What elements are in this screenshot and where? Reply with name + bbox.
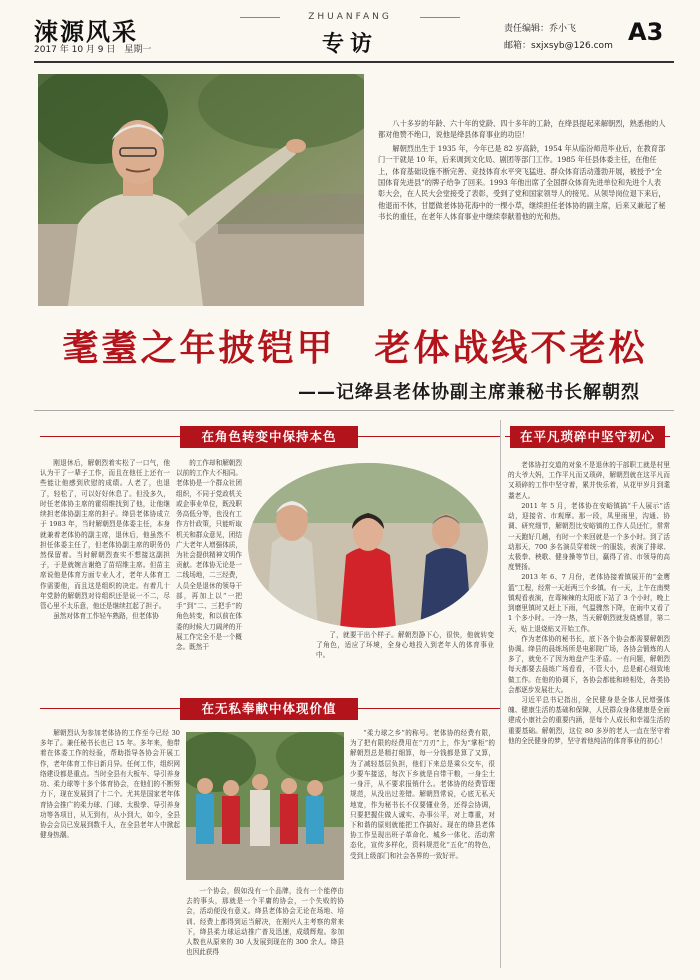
section-2-column (508, 460, 670, 965)
section-3-column-2 (186, 886, 344, 968)
section-3-heading: 在无私奉献中体现价值 (180, 698, 358, 720)
section-1-column-1 (40, 458, 170, 683)
masthead-divider (34, 61, 674, 63)
section-2-text-1: 老体协打交道的对象不是退休的干部职工就是村里的大爷大妈，工作平凡而又琐碎，解朝烈就在这平凡而又琐碎的工作中坚守着，累并快乐着，从花甲岁月到耄耋老人。 (508, 461, 670, 500)
section-name-en: ZHUANFANG (308, 12, 392, 22)
portrait-illustration (38, 74, 364, 306)
section-1-heading: 在角色转变中保持本色 (180, 426, 358, 448)
interview-group-photo (248, 463, 488, 628)
headline-divider (34, 410, 674, 411)
section-3-column-1 (40, 728, 180, 968)
column-divider (500, 420, 501, 968)
section-3-text-a: 解朝烈认为参加老体协的工作至今已经 30 多年了。兼任秘书长也已 15 年。多年来，他带着在体委工作的经验，帮助指导各协会开展工作，老年体育工作日新月异。任何工作，组织网络建设都是重点。当时全县有大板车、导引养身功、柔力球等十多个体育协会，在他们的不断努力下，现在发展到了十二个。尤其是国家老年体育协会推广的柔力球、门球、太极拳、导引养身功等各项目，从无到有，从小到大，如今，全县协会会员已发展到数千人，在全县老年人中掀起健身热潮。 (40, 729, 180, 840)
section-1-text-d: 了，就要干出个样子。解朝烈静下心，很快，他就转变了角色，适应了环境，全身心地投入到老年人的体育事业中。 (316, 631, 494, 660)
section-1-text-b: 虽然对体育工作轻车熟路，但老体协 (53, 612, 159, 621)
section-2-text-5: 习近平总书记指出，全民健身是全体人民增强体魄、健康生活的基础和保障，人民群众身体健康是全面建成小康社会的重要内涵，是每个人成长和幸福生活的重要基础。解朝烈，这位 80 多岁的老人一直在坚守着他的全民健身的梦，坚守着他纯洁的体育事业的初心！ (508, 696, 670, 745)
newspaper-title: 涑源风采 (34, 17, 138, 46)
exercise-illustration (186, 732, 344, 880)
exercise-group-photo (186, 732, 344, 880)
section-1-column-3 (316, 630, 494, 682)
issue-date: 2017 年 10 月 9 日 星期一 (34, 45, 152, 55)
section-3-column-3 (350, 728, 495, 968)
subtitle: ——记绛县老体协副主席兼秘书长解朝烈 (298, 382, 640, 403)
headline: 耄耋之年披铠甲 老体战线不老松 (62, 328, 648, 369)
section-2-heading: 在平凡琐碎中坚守初心 (510, 426, 665, 448)
section-2-text-4: 作为老体协的秘书长，底下各个协会都需要解朝烈协调。绛县的晨练场所是电影院广场，各协会锻炼的人多了，就免不了因为地盘产生矛盾。一有问题，解朝烈每天都要去晨练广场看看，不管大小，总是耐心细致地做工作。在他的协调下，各协会都能和睦相处，各类协会都逐步发展壮大。 (508, 634, 670, 694)
group-illustration (248, 463, 488, 628)
intro-paragraph-2: 解朝烈出生于 1935 年，今年已是 82 岁高龄，1954 年从临汾师范毕业后，在教育部门一干就是 10 年，后来调到文化局、剧团等部门工作。1985 年任县体委主任，在他任上，体育基础设施不断完善、竞技体育水平突飞猛进、群众体育活动蓬勃开展，被授予“全国体育先进县”的牌子给争了回来。1993 年他出席了全国群众体育先进单位和先进个人表彰大会，在人民大会堂接受了表彰，受到了党和国家领导人的接见。从领导岗位退下来后，他退而不休，甘愿做老体协花海中的一棵小草，继续担任老体协的副主席，后来又兼起了秘书长的重任，在老年人体育事业中继续奉献着他的光和热。 (378, 143, 666, 221)
section-3-text-b: 一个协会，假如没有一个品牌，没有一个能停由去的事头，那就是一个平庸的协会，一个失败的协会，活动便没有意义。绛县老体协会无论在场地、培训、经费上都得到运当解决，在刚兴人主考察的常来下，绛县柔力球运动推广普及迅速，成绩辉煌。参加人数也从原来的 30 人发展到现在的 300 余人。绛县也因此获得 (186, 887, 344, 957)
section-3-text-c: “柔力球之乡”的称号。老体协的经费有限，为了把有限的经费用在“刀刃”上，作为“掌柜”的解朝烈总是精打细算，每一分钱都是算了又算，为了减轻基层负担，他们下来总是乘公交车，很少要车接送，每次下乡就是自带干粮，一身尘土一身汗，从不要求报销什么。老体协的经费管理规范，从没出过差错。解朝烈常说，心底无私天地宽，作为秘书长不仅要懂业务，还得会协调，只要把握住做人诚实、办事公平，对上尊重，对下和谐的原则就能把工作搞好。现在的绛县老体协工作呈现出班子革命化、城乡一体化、活动常态化，宣传多样化，资料规范化“五化”的特色，受到上级部门和社会各界的一致好评。 (350, 729, 495, 860)
page-number: A3 (628, 18, 664, 46)
intro-paragraph-1: 八十多岁的年龄、六十年的党龄、四十多年的工龄，在绛县提起来解朝烈，熟悉他的人都对他赞不绝口，说他是绛县体育事业的功臣！ (378, 119, 666, 140)
section-1-text-a: 刚退休后，解朝烈着实松了一口气，他认为干了一辈子工作，而且在他任上还有一些能让他感到欣慰的成绩。人老了，也退了，轻松了，可以好好休息了。但没多久，时任老体协主席的霍绍维找到了他，让他继续担老体协副主席的担子。绛县老体协成立于 1983 年，当时解朝烈是体委主任，本身就兼着老体协的副主席，退休后，他虽然不担任体委主任了，但老体协副主席的职务仍然保留着。当时解朝烈查实不想接这副担子，于是就婉言谢绝了苗绍维主席。但苗主席说他是体育方面专业人才，老年人体育工作需要他，而且这是组织的决定。有着几十年党龄的解朝烈对待组织还是说一不二，尽管心里不太乐意，他还是继续扛起了担子。 (40, 459, 170, 611)
article-intro (378, 118, 668, 224)
section-1-text-c: 的工作却和解朝烈以前的工作大不相同。老体协是一个群众社团组织，不同于党政机关或企事业单位，既没职务高低分等，也没有工作方针政策，只能听取机关和群众意见，团结广大老年人增强体质，为社会提供精神文明作贡献。老体协无论是一二线场地，二三经费，人员全是退休的领导干部，再加上以“一把手”到“二、三把手”的角色转变，和以前在体委的时候大刀阔斧的开展工作完全不是一个概念。既然干 (176, 459, 242, 651)
section-2-text-2: 2011 年 5 月，老体协在安峪镇搞“千人展示”活动，迎接省、市观摩。那一段，凤里雨里，沟通、协调、研究细节，解朝烈比安峪镇的工作人员还忙，常常一天跑好几趟，有时一个来回就是一个多小时。到了活动那天，700 多名演员穿着统一的服装，表演了排球、太极拳、秧歌、健身操等节目，赢得了省、市领导的高度赞扬。 (508, 501, 670, 572)
section-name-zh: 专访 (321, 31, 378, 57)
masthead (0, 0, 700, 62)
section-2-text-3: 2013 年 6、7 月份，老体协接着镇展开的“金鹰篮”工程，经常一天赶两三个乡镇。有一天，上午在南樊镇观看表演，在毒辣辣的太阳底下站了 3 个小时，晚上到磨里镇时又赶上下雨，气温骤然下降，在雨中又看了 1 个多小时。一冷一热，当天解朝烈就发烧感冒，第二天，贴上退烧贴又开始工作。 (508, 573, 670, 633)
main-portrait-photo (38, 74, 364, 306)
section-1-column-2 (176, 458, 242, 683)
masthead-rule-right (420, 17, 460, 18)
editor-credit: 责任编辑：乔小飞 (504, 24, 577, 34)
editor-email[interactable]: 邮箱：sxjxsyb@126.com (504, 41, 613, 51)
